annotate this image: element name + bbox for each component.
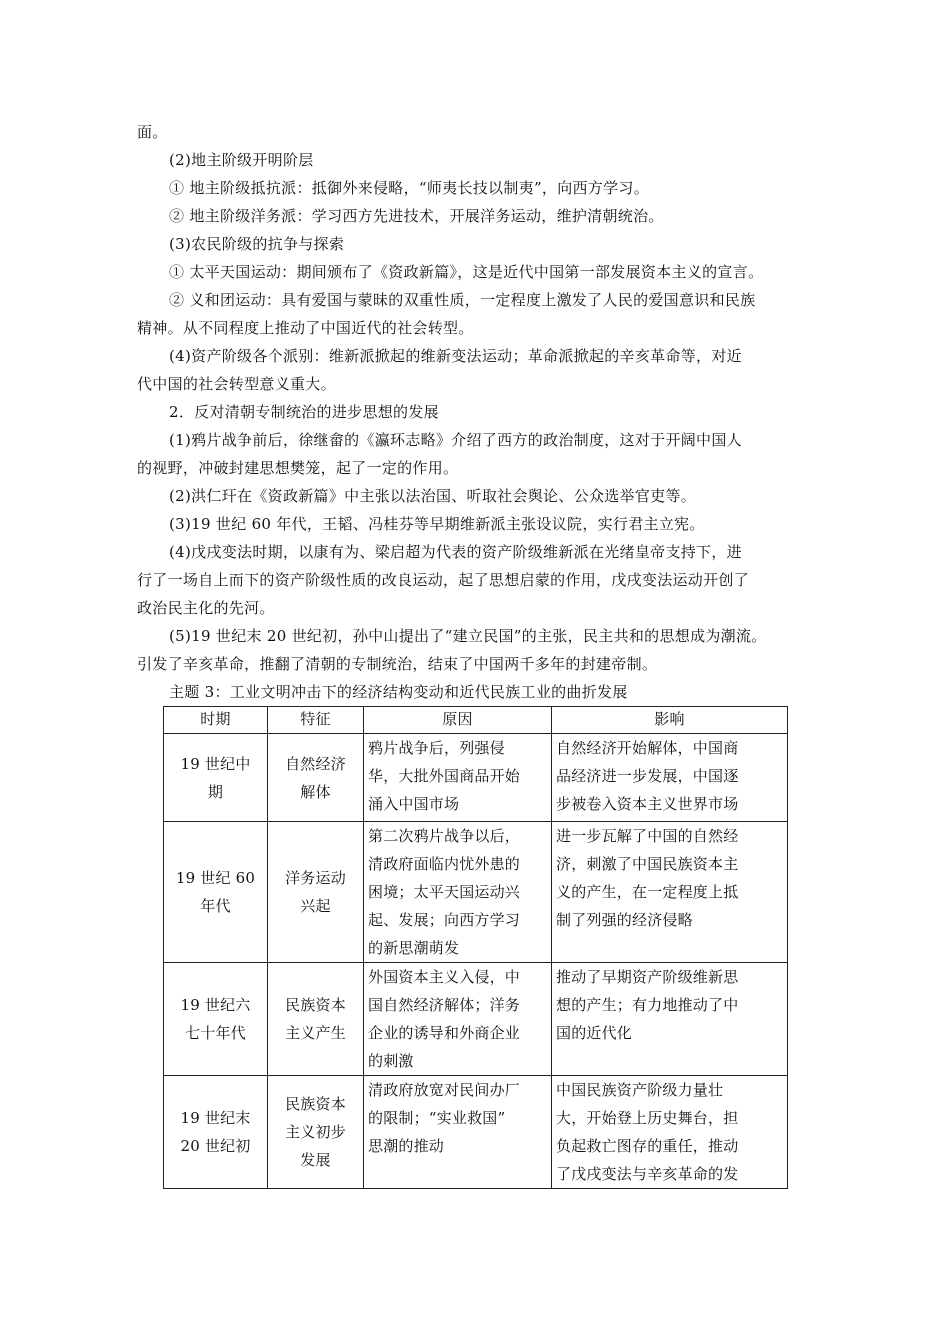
text-line: 的视野，冲破封建思想樊笼，起了一定的作用。 <box>137 459 459 477</box>
cell-cause <box>364 734 552 822</box>
cell-impact-line: 大，开始登上历史舞台，担 <box>556 1109 739 1127</box>
table-row <box>164 1076 788 1189</box>
cell-cause <box>364 1076 552 1189</box>
cell-period-line: 七十年代 <box>185 1024 246 1042</box>
cell-impact-line: 步被卷入资本主义世界市场 <box>556 795 739 813</box>
cell-cause <box>364 822 552 963</box>
header-period: 时期 <box>164 707 268 734</box>
text-line: ① 地主阶级抵抗派：抵御外来侵略，“师夷长技以制夷”，向西方学习。 <box>169 179 650 197</box>
cell-cause-line: 困境；太平天国运动兴 <box>368 883 521 901</box>
text-line: 行了一场自上而下的资产阶级性质的改良运动，起了思想启蒙的作用，戊戌变法运动开创了 <box>137 571 750 589</box>
cell-impact-line: 义的产生，在一定程度上抵 <box>556 883 739 901</box>
cell-cause-line: 清政府面临内忧外患的 <box>368 855 521 873</box>
cell-impact-line: 国的近代化 <box>556 1024 633 1042</box>
cell-impact-line: 负起救亡图存的重任，推动 <box>556 1137 739 1155</box>
cell-feature-line: 主义产生 <box>285 1024 346 1042</box>
header-impact: 影响 <box>552 707 788 734</box>
cell-period-line: 期 <box>207 782 224 801</box>
cell-impact <box>552 734 788 822</box>
cell-feature-line: 主义初步 <box>285 1123 346 1141</box>
cell-cause-line: 清政府放宽对民间办厂 <box>368 1081 521 1099</box>
cell-impact-line: 推动了早期资产阶级维新思 <box>556 968 739 986</box>
cell-impact-line: 进一步瓦解了中国的自然经 <box>556 827 739 845</box>
cell-impact-line: 了戊戌变法与辛亥革命的发 <box>556 1165 739 1183</box>
text-line: 引发了辛亥革命，推翻了清朝的专制统治，结束了中国两千多年的封建帝制。 <box>137 655 658 673</box>
cell-feature-line: 兴起 <box>300 897 331 915</box>
cell-feature-line: 发展 <box>300 1151 331 1169</box>
cell-feature <box>268 734 364 822</box>
cell-cause-line: 思潮的推动 <box>368 1137 445 1155</box>
cell-cause-line: 的刺激 <box>368 1052 414 1070</box>
cell-period-line: 19 世纪 60 <box>175 869 256 887</box>
text-line: (1)鸦片战争前后，徐继畲的《瀛环志略》介绍了西方的政治制度，这对于开阔中国人 <box>169 431 742 449</box>
cell-impact-line: 品经济进一步发展，中国逐 <box>556 767 739 785</box>
cell-impact-line: 制了列强的经济侵略 <box>556 911 693 929</box>
header-cause: 原因 <box>364 707 552 734</box>
text-line: 代中国的社会转型意义重大。 <box>137 375 336 393</box>
cell-feature-line: 自然经济 <box>285 754 346 773</box>
cell-period-line: 20 世纪初 <box>180 1137 251 1155</box>
cell-cause-line: 涌入中国市场 <box>368 795 460 813</box>
cell-feature-line: 解体 <box>300 782 331 801</box>
text-line: 政治民主化的先河。 <box>137 599 275 617</box>
text-line: (2)洪仁玕在《资政新篇》中主张以法治国、听取社会舆论、公众选举官吏等。 <box>169 487 697 505</box>
cell-period <box>164 963 268 1076</box>
cell-impact-line: 自然经济开始解体，中国商 <box>556 739 739 757</box>
text-line: 2．反对清朝专制统治的进步思想的发展 <box>169 403 439 421</box>
cell-impact <box>552 963 788 1076</box>
cell-impact-line: 想的产生；有力地推动了中 <box>556 996 739 1014</box>
cell-period <box>164 1076 268 1189</box>
text-line: ② 地主阶级洋务派：学习西方先进技术，开展洋务运动，维护清朝统治。 <box>169 207 664 225</box>
cell-cause <box>364 963 552 1076</box>
text-line: 精神。从不同程度上推动了中国近代的社会转型。 <box>137 319 474 337</box>
cell-cause-line: 起、发展；向西方学习 <box>368 911 521 929</box>
cell-period-line: 19 世纪末 <box>180 1109 251 1127</box>
table-row <box>164 963 788 1076</box>
cell-period-line: 19 世纪六 <box>180 996 251 1014</box>
cell-cause-line: 企业的诱导和外商企业 <box>368 1024 521 1042</box>
cell-period <box>164 822 268 963</box>
table-row <box>164 822 788 963</box>
cell-feature <box>268 963 364 1076</box>
cell-feature-line: 洋务运动 <box>285 869 346 887</box>
cell-period <box>164 734 268 822</box>
cell-cause-line: 第二次鸦片战争以后， <box>368 827 521 845</box>
cell-feature <box>268 1076 364 1189</box>
cell-impact <box>552 1076 788 1189</box>
text-line: (4)资产阶级各个派别：维新派掀起的维新变法运动；革命派掀起的辛亥革命等，对近 <box>169 347 742 365</box>
text-line: (4)戊戌变法时期，以康有为、梁启超为代表的资产阶级维新派在光绪皇帝支持下，进 <box>169 543 742 561</box>
text-line: (3)19 世纪 60 年代，王韬、冯桂芬等早期维新派主张设议院，实行君主立宪。 <box>169 515 705 533</box>
cell-period-line: 19 世纪中 <box>180 754 251 773</box>
text-line: (2)地主阶级开明阶层 <box>169 151 314 169</box>
text-line: ② 义和团运动：具有爱国与蒙昧的双重性质，一定程度上激发了人民的爱国意识和民族 <box>169 291 756 309</box>
text-line: 主题 3：工业文明冲击下的经济结构变动和近代民族工业的曲折发展 <box>169 683 628 701</box>
cell-period-line: 年代 <box>200 897 231 915</box>
table-row <box>164 734 788 822</box>
cell-impact <box>552 822 788 963</box>
text-line: (5)19 世纪末 20 世纪初，孙中山提出了“建立民国”的主张，民主共和的思想成为潮流。 <box>169 627 767 645</box>
text-line: ① 太平天国运动：期间颁布了《资政新篇》，这是近代中国第一部发展资本主义的宣言。 <box>169 263 764 281</box>
cell-cause-line: 的限制；“实业救国” <box>368 1109 506 1127</box>
table-header-row <box>164 707 788 734</box>
cell-impact-line: 中国民族资产阶级力量壮 <box>556 1081 724 1099</box>
text-line: (3)农民阶级的抗争与探索 <box>169 235 345 253</box>
cell-impact-line: 济，刺激了中国民族资本主 <box>556 855 739 873</box>
cell-cause-line: 国自然经济解体；洋务 <box>368 996 521 1014</box>
cell-feature-line: 民族资本 <box>285 996 346 1014</box>
cell-feature <box>268 822 364 963</box>
cell-cause-line: 外国资本主义入侵，中 <box>368 968 521 986</box>
text-body <box>137 118 827 706</box>
text-line: 面。 <box>137 123 168 141</box>
cell-cause-line: 鸦片战争后，列强侵 <box>368 739 505 757</box>
cell-cause-line: 华，大批外国商品开始 <box>368 767 521 785</box>
cell-feature-line: 民族资本 <box>285 1095 346 1113</box>
cell-cause-line: 的新思潮萌发 <box>368 939 460 957</box>
economic-structure-table <box>163 706 788 1189</box>
header-feature: 特征 <box>268 707 364 734</box>
